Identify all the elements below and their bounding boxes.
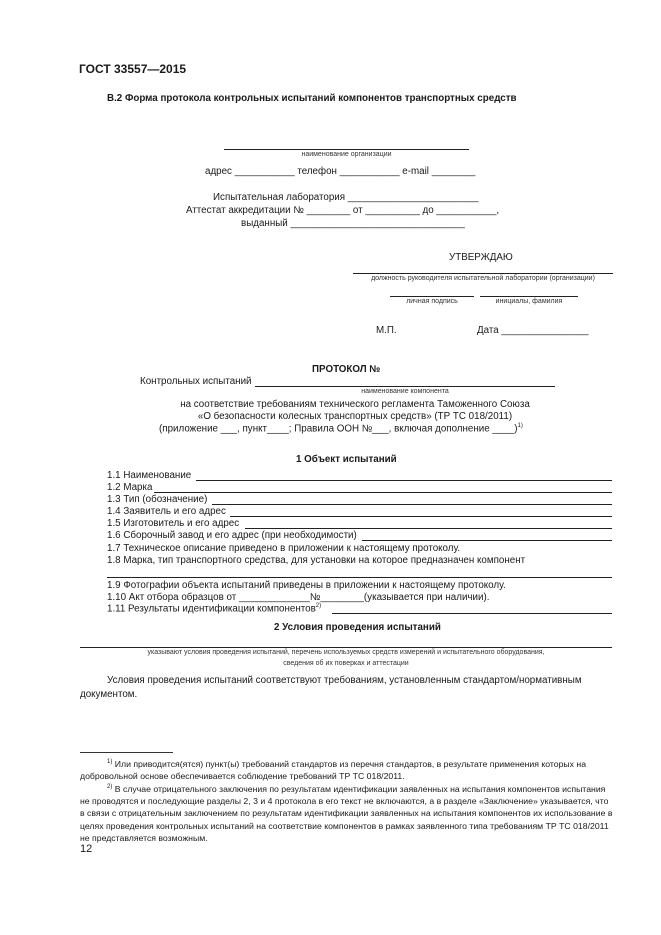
org-lab: Испытательная лаборатория ________________________ <box>213 192 479 203</box>
page-number: 12 <box>80 843 93 855</box>
conditions-caption-2: сведения об их поверках и аттестации <box>283 660 409 667</box>
org-contacts: адрес ___________ телефон ___________ e-mail ________ <box>205 166 476 177</box>
standard-number: ГОСТ 33557—2015 <box>79 62 187 76</box>
item-1-11-line <box>332 613 612 614</box>
item-1-1-line <box>196 480 612 481</box>
org-attestat: Аттестат аккредитации № ________ от __________ до ___________, <box>186 205 500 216</box>
footnote-1 <box>80 756 613 782</box>
protocol-line2: «О безопасности колесных транспортных средств» (ТР ТС 018/2011) <box>197 411 513 422</box>
org-issued: выданный ________________________________ <box>241 218 465 229</box>
org-name-caption: наименование организации <box>301 151 392 158</box>
initials-caption: инициалы, фамилия <box>495 298 563 305</box>
protocol-tests-label: Контрольных испытаний <box>140 376 252 387</box>
signature-line <box>390 296 474 297</box>
footnote-2 <box>80 781 613 844</box>
item-1-9: 1.9 Фотографии объекта испытаний приведены в приложении к настоящему протоколу. <box>107 580 506 591</box>
item-1-4: 1.4 Заявитель и его адрес <box>107 506 226 517</box>
footnote-1-text: Или приводится(ятся) пункт(ы) требований стандартов из перечня стандартов, в результате применения которых на добровольной основе обеспечивается соблюдение требований ТР ТС 018/2011. <box>80 758 587 782</box>
conditions-paragraph: Условия проведения испытаний соответствуют требованиям, установленным стандартом/нормативным документом. <box>80 675 582 700</box>
footnote-2-mark: 2) <box>107 784 113 790</box>
item-1-5: 1.5 Изготовитель и его адрес <box>107 518 240 529</box>
item-1-8-line <box>107 577 612 578</box>
item-1-6-line <box>362 540 612 541</box>
component-line <box>255 386 555 387</box>
item-1-7: 1.7 Техническое описание приведено в приложении к настоящему протоколу. <box>107 543 461 554</box>
item-1-2-line <box>154 492 612 493</box>
section-title: В.2 Форма протокола контрольных испытаний компонентов транспортных средств <box>107 93 517 104</box>
footnote-1-mark: 1) <box>107 759 113 765</box>
item-1-3-line <box>212 504 612 505</box>
protocol-line3 <box>159 423 523 434</box>
protocol-title: ПРОТОКОЛ № <box>312 364 381 375</box>
stamp-mp: М.П. <box>376 325 397 336</box>
initials-line <box>480 296 578 297</box>
footnote-2-text: В случае отрицательного заключения по результатам идентификации заявленных на испытания компонентов испытания не проводятся и последующие разделы 2, 3 и 4 протокола в его текст не включаются, а в разделе «Заключение» указывается, что в связи с отрицательным заключением по результатам идентификации заявленных на испытания компонентов их использование в целях проведения контрольных испытаний на соответствие компонентов в рамках заявленного типа требованиям ТР ТС 018/2011 не представляется возможным. <box>80 783 613 843</box>
org-name-line <box>224 149 469 150</box>
item-1-6: 1.6 Сборочный завод и его адрес (при необходимости) <box>107 530 357 541</box>
conditions-caption-1: указывают условия проведения испытаний, перечень используемых средств измерений и испытательного оборудования, <box>147 649 545 656</box>
item-1-11-text: 1.11 Результаты идентификации компонентов <box>107 603 316 615</box>
item-1-1: 1.1 Наименование <box>107 470 192 481</box>
item-1-2: 1.2 Марка <box>107 482 153 493</box>
approve-position-caption: должность руководителя испытательной лаборатории (организации) <box>371 275 595 282</box>
footnote-separator <box>80 752 173 753</box>
approve-date: Дата ________________ <box>477 325 589 336</box>
item-1-4-line <box>230 516 612 517</box>
protocol-line1: на соответствие требованиям технического регламента Таможенного Союза <box>180 399 530 410</box>
footnote-ref-2: 2) <box>315 603 322 609</box>
item-1-3: 1.3 Тип (обозначение) <box>107 494 208 505</box>
component-caption: наименование компонента <box>361 388 449 395</box>
conditions-line <box>80 647 612 648</box>
section1-title: 1 Объект испытаний <box>296 454 397 465</box>
item-1-5-line <box>245 528 612 529</box>
approve-position-line <box>353 273 613 274</box>
approve-title: УТВЕРЖДАЮ <box>449 252 513 263</box>
item-1-10: 1.10 Акт отбора образцов от _____________№________(указывается при наличии). <box>107 592 490 603</box>
item-1-11 <box>107 603 321 614</box>
footnote-ref-1: 1) <box>517 423 523 429</box>
signature-caption: личная подпись <box>406 298 458 305</box>
item-1-8: 1.8 Марка, тип транспортного средства, для установки на которое предназначен компонент <box>107 555 526 566</box>
protocol-line3-text: (приложение ___, пункт____; Правила ООН №___, включая дополнение ____) <box>159 423 518 435</box>
section2-title: 2 Условия проведения испытаний <box>274 622 441 633</box>
